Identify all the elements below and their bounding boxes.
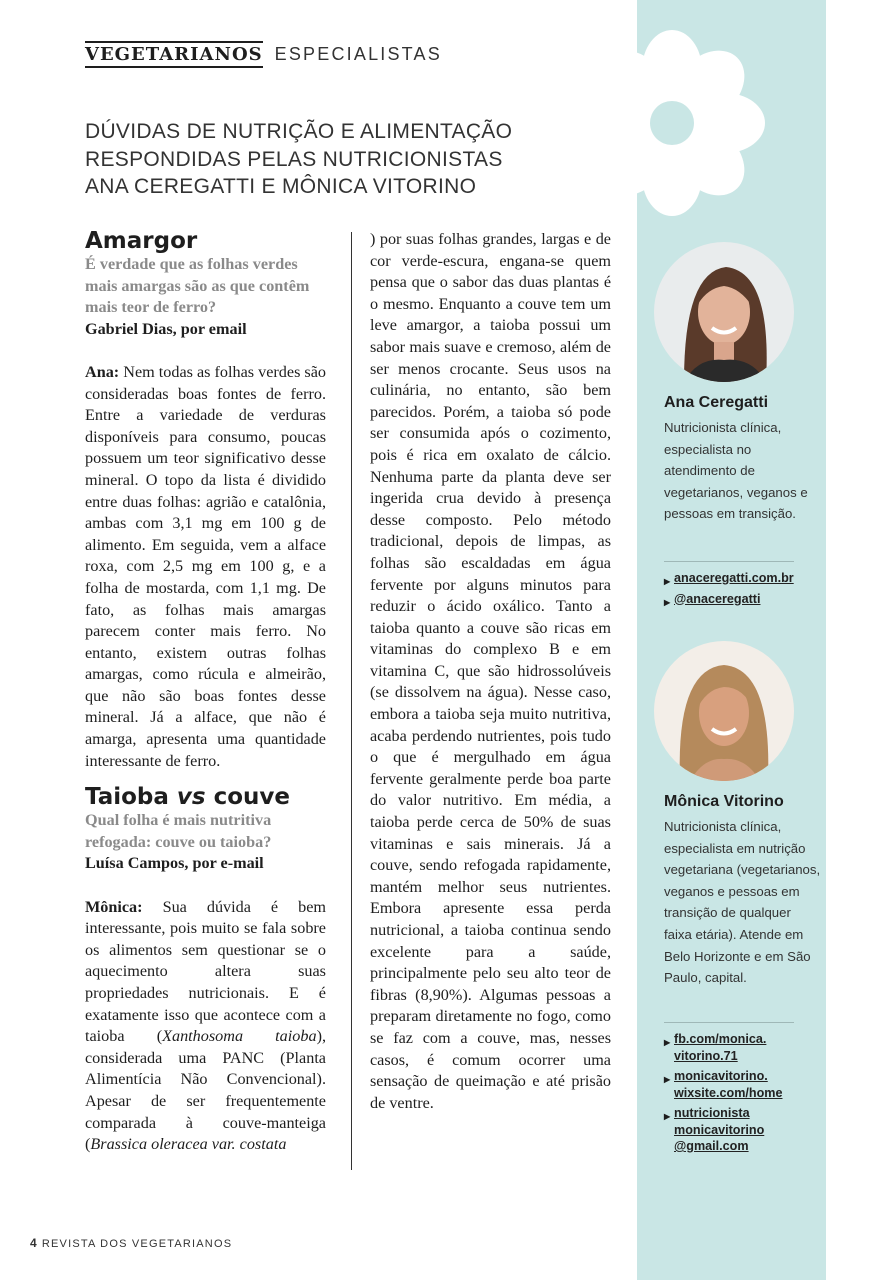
link-instagram-ana[interactable]: @anaceregatti <box>674 591 761 606</box>
answer-speaker: Mônica: <box>85 897 143 916</box>
flower-icon <box>637 28 767 218</box>
answer-body: ), considerada uma PANC (Planta Alimentícia Não Convencional). Apesar de ser frequentemente comparada à couve-manteiga ( <box>85 1027 326 1154</box>
title-line: RESPONDIDAS PELAS NUTRICIONISTAS <box>85 147 503 171</box>
answer-continuation <box>370 229 611 1114</box>
page-title <box>85 118 605 201</box>
link-item <box>664 1105 824 1155</box>
column-divider <box>351 232 352 1170</box>
brand-logo: VEGETARIANOS <box>85 41 263 68</box>
answer-body: ) por suas folhas grandes, largas e de cor verde-escura, engana-se quem pensa que o sabor das duas plantas é o mesmo. Enquanto a couve tem um leve amargor, a taioba possui um sabor mais suave e cremoso, além de ser menos crocante. Seus usos na culinária, no entanto, são bem parecidos. Porém, a taioba só pode ser consumida após o cozimento, pois é rica em oxalato de cálcio. Nenhuma parte da planta deve ser ingerida crua devido à presença desse composto. Pelo método tradicional, depois de limpas, as folhas são escaldadas em água fervente por alguns minutos para reduzir o ácido oxálico. Tanto a taioba quanto a couve são ricas em vitaminas do complexo B e em vitamina C, que são hidrossolúveis (se dissolvem na água). Nesse caso, embora a taioba seja muito nutritiva, acaba perdendo nutrientes, pois tudo o que é mergulhado em água fervente geralmente perde boa parte do valor nutritivo. Em média, a taioba perde cerca de 50% de suas vitaminas e sais minerais. Já a couve, sendo refogada rapidamente, mantém melhor seus nutrientes. Embora apresente essa perda nutricional, a taioba continua sendo excelente para a saúde, principalmente pelo seu alto teor de fibras (8,90%). Algumas pessoas a preparam diretamente no fogo, como se faz com a couve, mas, nesses casos, é comum ocorrer uma sensação de queimação e até prisão de ventre. <box>370 230 611 1112</box>
triangle-icon: ▶ <box>664 597 671 607</box>
species-name: Xanthosoma taioba <box>162 1027 317 1046</box>
question-text: É verdade que as folhas verdes mais amargas são as que contêm mais teor de ferro? <box>85 255 310 317</box>
triangle-icon: ▶ <box>664 1038 671 1047</box>
title-line: DÚVIDAS DE NUTRIÇÃO E ALIMENTAÇÃO <box>85 120 513 143</box>
article-column-right <box>370 229 611 1114</box>
qa-title-taioba: Taioba vs couve <box>85 784 291 811</box>
page-header <box>85 44 442 65</box>
sidebar-divider <box>664 561 794 562</box>
answer-text <box>85 362 326 772</box>
link-website-ana[interactable]: anaceregatti.com.br <box>674 571 794 585</box>
expert-desc-monica: Nutricionista clínica, especialista em nutrição vegetariana (vegetarianos, veganos e pessoas em transição de qualquer faixa etária). Atende em Belo Horizonte e em São Paulo, capital. <box>664 819 821 986</box>
article-column-left <box>85 228 326 1156</box>
links-monica <box>664 1031 824 1159</box>
triangle-icon: ▶ <box>664 577 671 586</box>
expert-desc-ana: Nutricionista clínica, especialista no atendimento de vegetarianos, veganos e pessoas em transição. <box>664 420 808 522</box>
link-facebook-monica[interactable]: fb.com/monica. vitorino.71 <box>674 1032 767 1063</box>
links-ana <box>664 570 824 611</box>
triangle-icon: ▶ <box>664 1075 671 1084</box>
link-item <box>664 570 824 587</box>
link-item <box>664 1068 824 1101</box>
link-item <box>664 1031 824 1064</box>
section-name: ESPECIALISTAS <box>274 44 442 64</box>
page-number: 4 <box>30 1236 38 1250</box>
question-text: Qual folha é mais nutritiva refogada: couve ou taioba? <box>85 811 272 851</box>
avatar-monica <box>654 641 794 781</box>
avatar-ana <box>654 242 794 382</box>
expert-name-monica: Mônica Vitorino <box>664 793 784 810</box>
answer-body: Sua dúvida é bem interessante, pois muito se fala sobre os alimentos sem questionar se o aquecimento altera suas propriedades nutricionais. E é exatamente isso que acontece com a taioba ( <box>85 897 326 1046</box>
triangle-icon: ▶ <box>664 1112 671 1121</box>
link-item <box>664 591 824 608</box>
magazine-name: REVISTA DOS VEGETARIANOS <box>41 1238 233 1250</box>
link-website-monica[interactable]: monicavitorino. wixsite.com/home <box>674 1069 783 1100</box>
answer-text <box>85 897 326 1156</box>
expert-name-ana: Ana Ceregatti <box>664 394 769 411</box>
page-footer <box>30 1236 232 1250</box>
question-author: Gabriel Dias, por email <box>85 319 247 338</box>
answer-body: Nem todas as folhas verdes são consideradas boas fontes de ferro. Entre a variedade de verduras disponíveis para consumo, poucas possuem um teor significativo desse mineral. O topo da lista é dividido entre duas folhas: agrião e catalônia, ambas com 3,1 mg em 100 g de alimento. Em seguida, vem a alface roxa, com 2,5 mg em 100 g, e a folha de mostarda, com 1,1 mg. De fato, as folhas mais amargas parecem conter mais ferro. No entanto, existem outras folhas amargas, como rúcula e almeirão, que não são boas fontes desse mineral. Já a alface, que não é amarga, apresenta uma quantidade interessante de ferro. <box>85 362 327 770</box>
qa-title-amargor: Amargor <box>85 228 198 254</box>
title-line: ANA CEREGATTI E MÔNICA VITORINO <box>85 175 477 198</box>
question-author: Luísa Campos, por e-mail <box>85 854 264 873</box>
answer-speaker: Ana: <box>85 362 120 381</box>
experts-sidebar <box>637 0 826 1280</box>
species-name: Brassica oleracea var. costata <box>90 1135 287 1154</box>
sidebar-divider <box>664 1022 794 1023</box>
link-email-monica[interactable]: nutricionista monicavitorino @gmail.com <box>674 1106 765 1153</box>
